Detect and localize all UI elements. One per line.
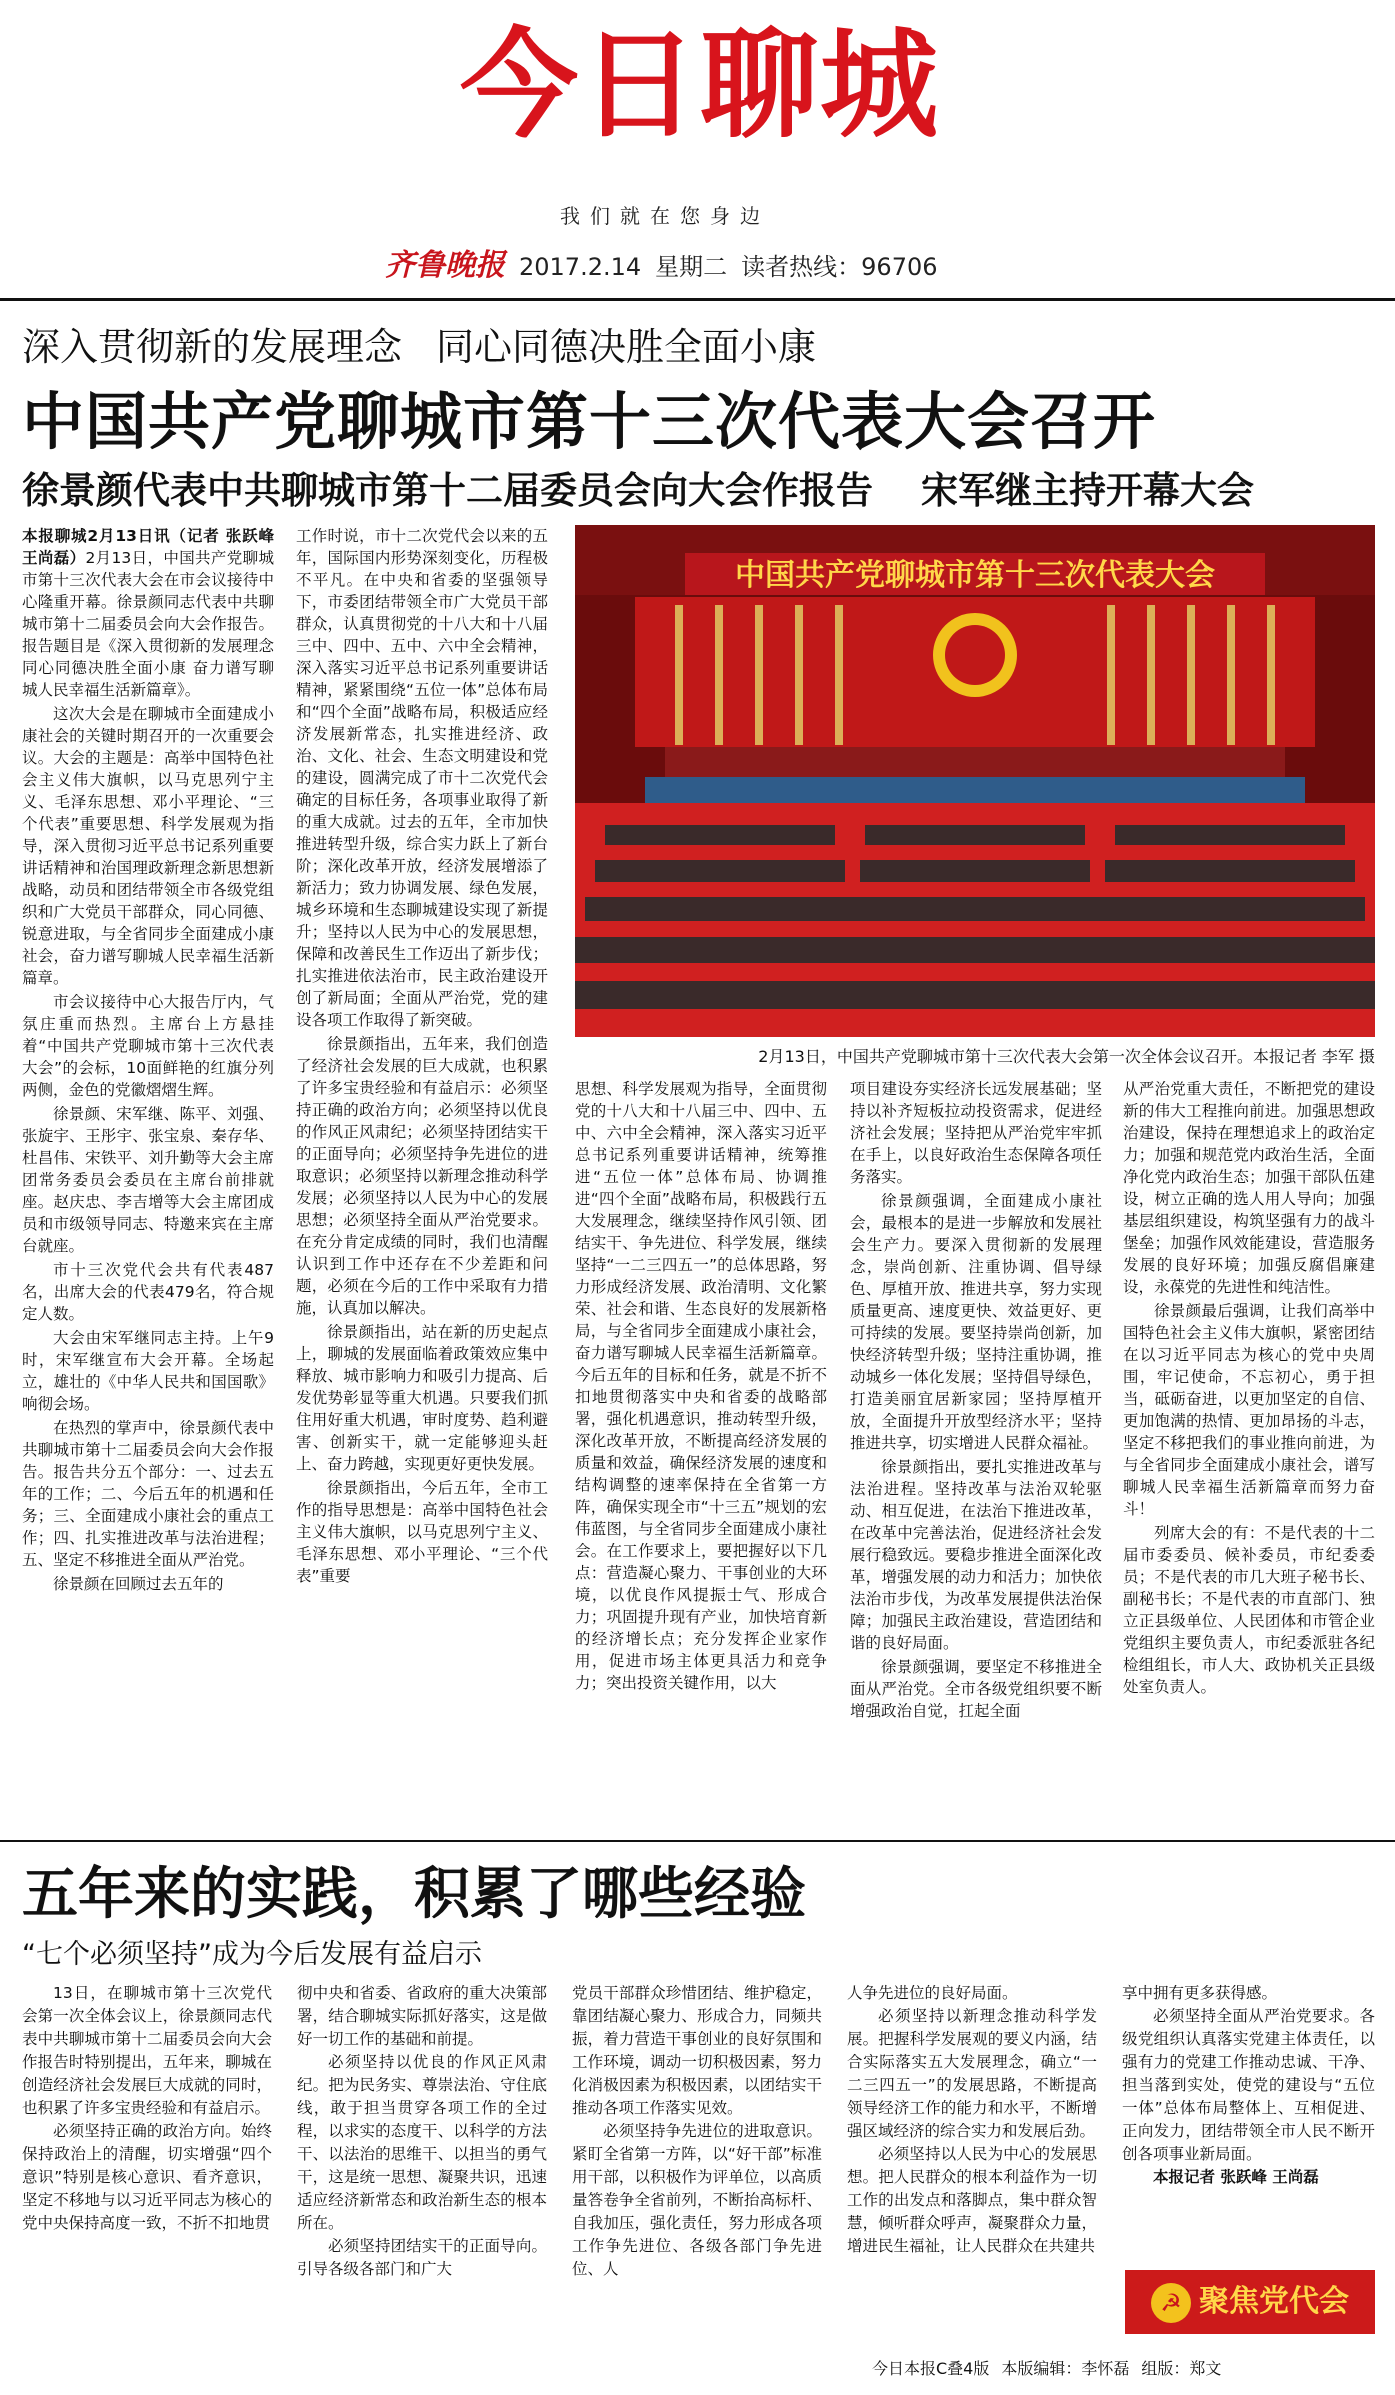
article-paragraph: 徐景颜指出，站在新的历史起点上，聊城的发展面临着政策效应集中释放、城市影响力和吸引力提高、后发优势彰显等重大机遇。只要我们抓住用好重大机遇，审时度势、趋利避害、创新实干，就一定能够迎头赶上、奋力跨越，实现更好更快发展。 [296, 1323, 548, 1473]
section-paragraph: 必须坚持以新理念推动科学发展。把握科学发展观的要义内涵，结合实际落实五大发展理念，确立“一二三四五一”的发展思路，不断提高领导经济工作的能力和水平，不断增强区域经济的综合实力和发展后劲。 [847, 2007, 1097, 2140]
main-headline: 中国共产党聊城市第十三次代表大会召开 [22, 385, 1157, 458]
article-paragraph: 这次大会是在聊城市全面建成小康社会的关键时期召开的一次重要会议。大会的主题是：高举中国特色社会主义伟大旗帜，以马克思列宁主义、毛泽东思想、邓小平理论、“三个代表”重要思想、科学发展观为指导，深入贯彻习近平总书记系列重要讲话精神和治国理政新理念新思想新战略，动员和团结带领全市各级党组织和广大党员干部群众，同心同德、锐意进取，与全省同步全面建成小康社会，奋力谱写聊城人民幸福生活新篇章。 [22, 705, 274, 987]
article-paragraph: 徐景颜强调，全面建成小康社会，最根本的是进一步解放和发展社会生产力。要深入贯彻新的发展理念，崇尚创新、注重协调、倡导绿色、厚植开放、推进共享，努力实现质量更高、速度更快、效益更好、更可持续的发展。要坚持崇尚创新，加快经济转型升级；坚持注重协调，推动城乡一体化发展；坚持倡导绿色，打造美丽宜居新家园；坚持厚植开放，全面提升开放型经济水平；坚持推进共享，切实增进人民群众福祉。 [850, 1192, 1102, 1452]
kicker-line-2: 同心同德决胜全面小康 [436, 325, 817, 369]
article-lead-text: 2月13日，中国共产党聊城市第十三次代表大会在市会议接待中心隆重开幕。徐景颜同志代表中共聊城市第十二届委员会向大会作报告。报告题目是《深入贯彻新的发展理念 同心同德决胜全面小康 奋力谱写聊城人民幸福生活新篇章》。 [22, 549, 274, 699]
article-paragraph: 思想、科学发展观为指导，全面贯彻党的十八大和十八届三中、四中、五中、六中全会精神，深入落实习近平总书记系列重要讲话精神，统筹推进“五位一体”总体布局、协调推进“四个全面”战略布局，积极践行五大发展理念，继续坚持作风引领、团结实干、争先进位、科学发展，继续坚持“一二三四五一”的总体思路，努力形成经济发展、政治清明、文化繁荣、社会和谐、生态良好的发展新格局，与全省同步全面建成小康社会，奋力谱写聊城人民幸福生活新篇章。今后五年的目标和任务，就是不折不扣地贯彻落实中央和省委的战略部署，强化机遇意识，推动转型升级，深化改革开放，不断提高经济发展的质量和效益，确保经济发展的速度和结构调整的速率保持在全省第一方阵，确保实现全市“十三五”规划的宏伟蓝图，与全省同步全面建成小康社会。在工作要求上，要把握好以下几点：营造凝心聚力、干事创业的大环境，以优良作风提振士气、形成合力；巩固提升现有产业，加快培育新的经济增长点；充分发挥企业家作用，促进市场主体更具活力和竞争力；突出投资关键作用，以大 [575, 1080, 827, 1692]
congress-hall-illustration [575, 525, 1375, 1037]
masthead-divider [0, 298, 1395, 301]
section-paragraph: 13日，在聊城市第十三次党代会第一次全体会议上，徐景颜同志代表中共聊城市第十二届委员会向大会作报告时特别提出，五年来，聊城在创造经济社会发展巨大成就的同时，也积累了许多宝贵经验和有益启示。 [22, 1984, 272, 2117]
article-paragraph: 在热烈的掌声中，徐景颜代表中共聊城市第十二届委员会向大会作报告。报告共分五个部分：一、过去五年的工作；二、今后五年的机遇和任务；三、全面建成小康社会的重点工作；四、扎实推进改革与法治进程；五、坚定不移推进全面从严治党。 [22, 1419, 274, 1569]
subhead-line-1: 徐景颜代表中共聊城市第十二届委员会向大会作报告 [22, 469, 873, 512]
section-paragraph: 必须坚持全面从严治党要求。各级党组织认真落实党建主体责任，以强有力的党建工作推动忠诚、干净、担当落到实处，使党的建设与“五位一体”总体布局整体上、互相促进、正向发力，团结带领全市人民不断开创各项事业新局面。 [1122, 2007, 1375, 2163]
issue-weekday: 星期二 [655, 253, 728, 281]
article-paragraph: 列席大会的有：不是代表的十二届市委委员、候补委员，市纪委委员；不是代表的市几大班子秘书长、副秘书长；不是代表的市直部门、独立正县级单位、人民团体和市管企业党组织主要负责人，市纪委派驻各纪检组组长，市人大、政协机关正县级处室负责人。 [1123, 1524, 1375, 1696]
footer-layout: 组版：郑文 [1141, 2359, 1222, 2378]
party-emblem-icon: ☭ [1151, 2283, 1191, 2323]
section-subhead: “七个必须坚持”成为今后发展有益启示 [22, 1939, 482, 1970]
article-paragraph: 市会议接待中心大报告厅内，气氛庄重而热烈。主席台上方悬挂着“中国共产党聊城市第十三次代表大会”的会标，10面鲜艳的红旗分列两侧，金色的党徽熠熠生辉。 [22, 993, 274, 1099]
kicker [22, 316, 850, 371]
paper-name: 齐鲁晚报 [385, 248, 505, 283]
article-paragraph: 徐景颜指出，要扎实推进改革与法治进程。坚持改革与法治双轮驱动、相互促进，在法治下推进改革，在改革中完善法治，促进经济社会发展行稳致远。要稳步推进全面深化改革，增强发展的动力和活力；加快依法治市步伐，为改革发展提供法治保障；加强民主政治建设，营造团结和谐的良好局面。 [850, 1458, 1102, 1652]
article-paragraph: 徐景颜指出，五年来，我们创造了经济社会发展的巨大成就，也积累了许多宝贵经验和有益启示：必须坚持正确的政治方向；必须坚持以优良的作风正风肃纪；必须坚持团结实干的正面导向；必须坚持争先进位的进取意识；必须坚持以新理念推动科学发展；必须坚持以人民为中心的发展思想；必须坚持全面从严治党要求。在充分肯定成绩的同时，我们也清醒认识到工作中还存在不少差距和问题，必须在今后的工作中采取有力措施，认真加以解决。 [296, 1035, 548, 1317]
dateline-lead: 本报聊城2月13日讯（记者 张跃峰 王尚磊） [22, 527, 274, 567]
article-paragraph [22, 525, 274, 701]
section-paragraph: 人争先进位的良好局面。 [847, 1984, 1018, 2002]
section-paragraph: 党员干部群众珍惜团结、维护稳定，靠团结凝心聚力、形成合力，同频共振，着力营造干事创业的良好氛围和工作环境，调动一切积极因素，努力化消极因素为积极因素，以团结实干推动各项工作落实见效。 [572, 1984, 822, 2117]
article-column-1 [22, 525, 274, 1825]
article-column-3 [575, 1078, 827, 1826]
article-column-2 [296, 525, 548, 1825]
article-paragraph: 从严治党重大责任，不断把党的建设新的伟大工程推向前进。加强思想政治建设，保持在理想追求上的政治定力；加强和规范党内政治生活，全面净化党内政治生态；加强干部队伍建设，树立正确的选人用人导向；加强基层组织建设，构筑坚强有力的战斗堡垒；加强作风效能建设，营造服务发展的良好环境；加强反腐倡廉建设，永葆党的先进性和纯洁性。 [1123, 1080, 1375, 1296]
section-byline: 本报记者 张跃峰 王尚磊 [1153, 2168, 1319, 2186]
section-paragraph: 必须坚持团结实干的正面导向。引导各级各部门和广大 [297, 2237, 547, 2278]
article-paragraph: 工作时说，市十二次党代会以来的五年，国际国内形势深刻变化，历程极不平凡。在中央和省委的坚强领导下，市委团结带领全市广大党员干部群众，认真贯彻党的十八大和十八届三中、四中、五中、六中全会精神，深入落实习近平总书记系列重要讲话精神，紧紧围绕“五位一体”总体布局和“四个全面”战略布局，积极适应经济发展新常态，扎实推进经济、政治、文化、社会、生态文明建设和党的建设，圆满完成了市十二次党代会确定的目标任务，各项事业取得了新的重大成就。过去的五年，全市加快推进转型升级，综合实力跃上了新台阶；深化改革开放，经济发展增添了新活力；致力协调发展、绿色发展，城乡环境和生态聊城建设实现了新提升；坚持以人民为中心的发展思想，保障和改善民生工作迈出了新步伐；扎实推进依法治市，民主政治建设开创了新局面；全面从严治党，党的建设各项工作取得了新突破。 [296, 527, 548, 1029]
article-paragraph: 市十三次党代会共有代表487名，出席大会的代表479名，符合规定人数。 [22, 1261, 274, 1323]
section-paragraph: 彻中央和省委、省政府的重大决策部署，结合聊城实际抓好落实，这是做好一切工作的基础和前提。 [297, 1984, 547, 2048]
article-paragraph: 徐景颜、宋军继、陈平、刘强、张旋宇、王彤宇、张宝泉、秦存华、杜昌伟、宋铁平、刘升勤等大会主席团常务委员会委员在主席台前排就座。赵庆忠、李吉增等大会主席团成员和市级领导同志、特邀来宾在主席台就座。 [22, 1105, 274, 1255]
article-column-4 [850, 1078, 1102, 1826]
congress-photo [575, 525, 1375, 1037]
reader-hotline: 读者热线：96706 [741, 253, 938, 281]
hall-banner: 中国共产党聊城市第十三次代表大会 [735, 558, 1215, 593]
section-column-5 [1122, 1982, 1375, 2266]
article-paragraph: 大会由宋军继同志主持。上午9时，宋军继宣布大会开幕。全场起立，雄壮的《中华人民共和国国歌》响彻会场。 [22, 1329, 274, 1413]
footer-edition: 今日本报C叠4版 [872, 2359, 990, 2378]
article-paragraph: 徐景颜指出，今后五年，全市工作的指导思想是：高举中国特色社会主义伟大旗帜，以马克思列宁主义、毛泽东思想、邓小平理论、“三个代表”重要 [296, 1479, 548, 1585]
section-paragraph: 必须坚持以优良的作风正风肃纪。把为民务实、尊崇法治、守住底线，敢于担当贯穿各项工作的全过程，以求实的态度干、以科学的方法干、以法治的思维干、以担当的勇气干，这是统一思想、凝聚共识，迅速适应经济新常态和政治新生态的根本所在。 [297, 2053, 547, 2232]
section-column-1 [22, 1982, 272, 2347]
article-paragraph: 徐景颜强调，要坚定不移推进全面从严治党。全市各级党组织要不断增强政治自觉，扛起全面 [850, 1658, 1102, 1720]
article-paragraph: 项目建设夯实经济长远发展基础；坚持以补齐短板拉动投资需求，促进经济社会发展；坚持把从严治党牢牢抓在手上，以良好政治生态保障各项任务落实。 [850, 1080, 1102, 1186]
page-footer [860, 2356, 1221, 2379]
section-headline: 五年来的实践，积累了哪些经验 [22, 1862, 806, 1927]
badge-label: 聚焦党代会 [1199, 2284, 1349, 2319]
main-subhead [22, 460, 1382, 514]
footer-editor: 本版编辑：李怀磊 [1001, 2359, 1130, 2378]
masthead-title: 今日聊城 [459, 16, 940, 154]
section-divider [0, 1840, 1395, 1842]
article-paragraph: 徐景颜最后强调，让我们高举中国特色社会主义伟大旗帜，紧密团结在以习近平同志为核心的党中央周围，牢记使命，不忘初心，勇于担当，砥砺奋进，以更加坚定的自信、更加饱满的热情、更加昂扬的斗志，坚定不移把我们的事业推向前进，为与全省同步全面建成小康社会，谱写聊城人民幸福生活新篇章而努力奋斗！ [1123, 1302, 1375, 1518]
photo-caption: 2月13日，中国共产党聊城市第十三次代表大会第一次全体会议召开。本报记者 李军 摄 [758, 1047, 1375, 1066]
article-paragraph: 徐景颜在回顾过去五年的 [53, 1575, 224, 1593]
section-paragraph: 必须坚持正确的政治方向。始终保持政治上的清醒，切实增强“四个意识”特别是核心意识、看齐意识，坚定不移地与以习近平同志为核心的党中央保持高度一致，不折不扣地贯 [22, 2122, 272, 2232]
focus-congress-badge [1125, 2270, 1375, 2334]
section-paragraph: 必须坚持争先进位的进取意识。紧盯全省第一方阵，以“好干部”标准用干部，以积极作为评单位，以高质量答卷争全省前列，不断抬高标杆、自我加压，强化责任，努力形成各项工作争先进位、各级各部门争先进位、人 [572, 2122, 822, 2278]
section-column-3 [572, 1982, 822, 2347]
kicker-line-1: 深入贯彻新的发展理念 [22, 325, 403, 369]
subhead-line-2: 宋军继主持开幕大会 [921, 469, 1254, 512]
section-paragraph: 享中拥有更多获得感。 [1122, 1984, 1278, 2002]
section-paragraph: 必须坚持以人民为中心的发展思想。把人民群众的根本利益作为一切工作的出发点和落脚点，集中群众智慧，倾听群众呼声，凝聚群众力量，增进民生福祉，让人民群众在共建共 [847, 2145, 1097, 2255]
section-column-4 [847, 1982, 1097, 2347]
issue-date: 2017.2.14 [519, 253, 642, 281]
article-column-5 [1123, 1078, 1375, 1826]
masthead-slogan: 我们就在您身边 [560, 204, 770, 228]
section-column-2 [297, 1982, 547, 2347]
masthead-dateline [385, 240, 952, 284]
